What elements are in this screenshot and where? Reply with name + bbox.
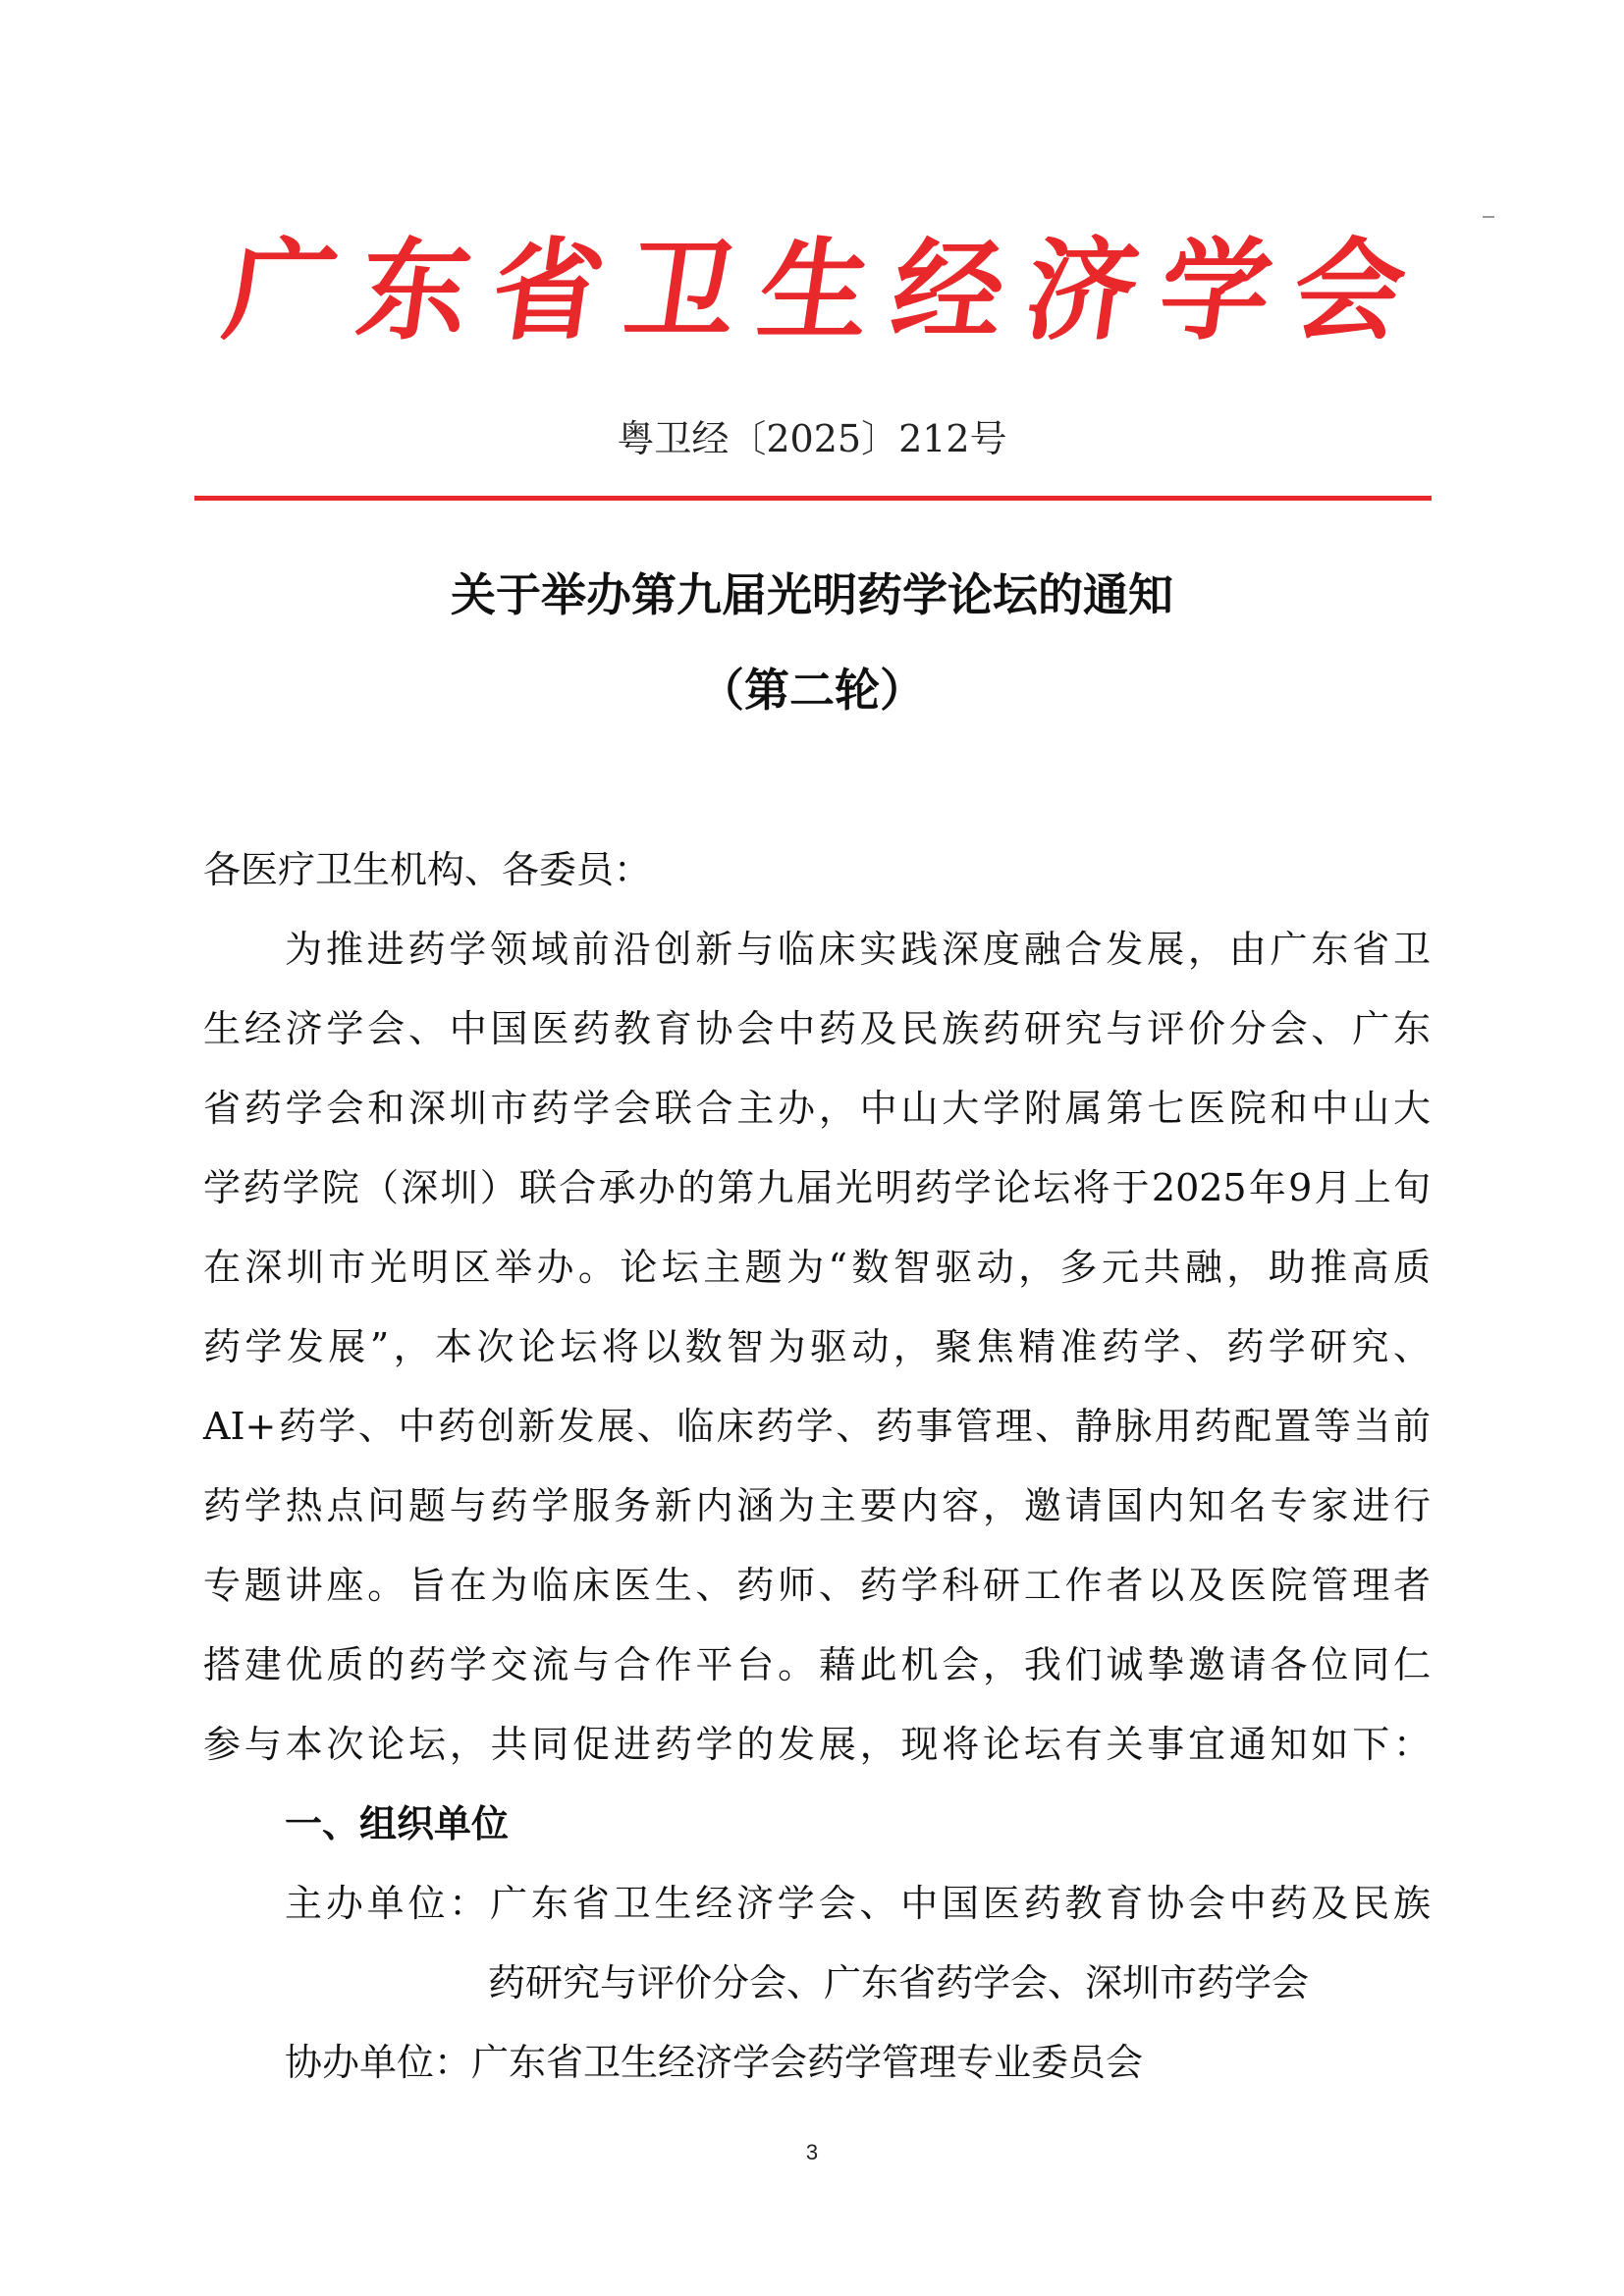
red-divider [194, 496, 1432, 501]
notice-title: 关于举办第九届光明药学论坛的通知 [451, 568, 1173, 621]
letterhead-char: 会 [1284, 227, 1414, 355]
paragraph-line: 学药学院（深圳）联合承办的第九届光明药学论坛将于2025年9月上旬 [203, 1166, 1431, 1209]
letterhead-char: 东 [350, 227, 479, 355]
paragraph-line: 专题讲座。旨在为临床医生、药师、药学科研工作者以及医院管理者 [203, 1564, 1431, 1607]
paragraph-line: 为推进药学领域前沿创新与临床实践深度融合发展，由广东省卫 [285, 928, 1431, 971]
paragraph-line: 参与本次论坛，共同促进药学的发展，现将论坛有关事宜通知如下： [203, 1723, 1431, 1766]
organization-letterhead [216, 227, 1414, 355]
host-units-continuation: 药研究与评价分会、广东省药学会、深圳市药学会 [488, 1961, 1310, 2004]
page-number: 3 [805, 2140, 819, 2164]
paragraph-line: 省药学会和深圳市药学会联合主办，中山大学附属第七医院和中山大 [203, 1087, 1431, 1130]
co-organizer-line: 协办单位：广东省卫生经济学会药学管理专业委员会 [285, 2041, 1144, 2084]
notice-round: （第二轮） [699, 664, 925, 717]
paragraph-line: 生经济学会、中国医药教育协会中药及民族药研究与评价分会、广东 [203, 1007, 1431, 1050]
salutation: 各医疗卫生机构、各委员： [203, 848, 652, 891]
section-heading: 一、组织单位 [285, 1802, 510, 1845]
paragraph-line: 搭建优质的药学交流与合作平台。藉此机会，我们诚挚邀请各位同仁 [203, 1643, 1431, 1686]
letterhead-char: 经 [884, 227, 1013, 355]
paragraph-line: 在深圳市光明区举办。论坛主题为“数智驱动，多元共融，助推高质 [203, 1246, 1431, 1289]
document-number: 粤卫经〔2025〕212号 [617, 417, 1007, 460]
paragraph-line: 药学热点问题与药学服务新内涵为主要内容，邀请国内知名专家进行 [203, 1484, 1431, 1527]
letterhead-char: 广 [216, 227, 346, 355]
paragraph-line: 药学发展”，本次论坛将以数智为驱动，聚焦精准药学、药学研究、 [203, 1325, 1431, 1368]
host-units-line: 主办单位：广东省卫生经济学会、中国医药教育协会中药及民族 [285, 1882, 1431, 1925]
corner-mark [1483, 216, 1494, 218]
letterhead-char: 学 [1151, 227, 1280, 355]
letterhead-char: 济 [1017, 227, 1147, 355]
letterhead-char: 卫 [617, 227, 746, 355]
letterhead-char: 省 [483, 227, 613, 355]
letterhead-char: 生 [750, 227, 880, 355]
paragraph-line: AI+药学、中药创新发展、临床药学、药事管理、静脉用药配置等当前 [203, 1405, 1431, 1448]
